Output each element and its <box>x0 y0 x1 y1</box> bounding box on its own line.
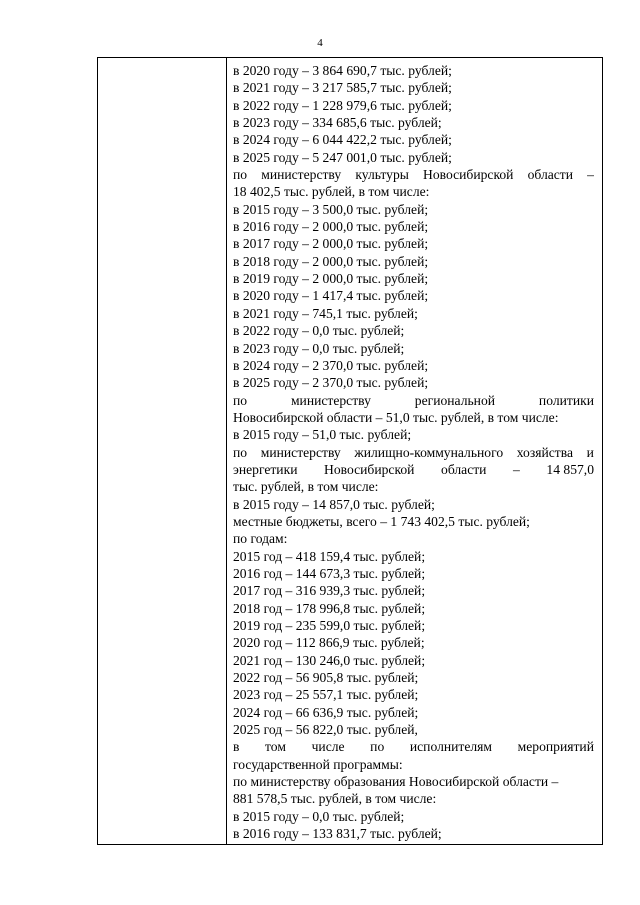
local-years-list <box>233 548 594 739</box>
funding-line: в 2021 году – 3 217 585,7 тыс. рублей; <box>233 80 452 96</box>
by-years-label: по годам: <box>233 531 288 547</box>
culture-ministry-total: 18 402,5 тыс. рублей, в том числе: <box>233 184 430 200</box>
culture-year-line: в 2024 году – 2 370,0 тыс. рублей; <box>233 357 429 373</box>
culture-years-list <box>233 201 594 392</box>
education-year-line: в 2015 году – 0,0 тыс. рублей; <box>233 808 405 824</box>
housing-ministry-heading-cont: энергетики Новосибирской области – 14 857,0 <box>233 461 594 477</box>
local-year-line: 2022 год – 56 905,8 тыс. рублей; <box>233 670 419 686</box>
culture-year-line: в 2021 году – 745,1 тыс. рублей; <box>233 305 418 321</box>
local-year-line: 2025 год – 56 822,0 тыс. рублей, <box>233 722 418 738</box>
local-year-line: 2019 год – 235 599,0 тыс. рублей; <box>233 618 426 633</box>
local-year-line: 2023 год – 25 557,1 тыс. рублей; <box>233 687 419 703</box>
funding-years-list <box>233 62 594 166</box>
executors-heading: в том числе по исполнителям мероприятий <box>233 739 594 755</box>
local-year-line: 2015 год – 418 159,4 тыс. рублей; <box>233 548 426 564</box>
culture-year-line: в 2018 году – 2 000,0 тыс. рублей; <box>233 253 429 269</box>
executors-heading-cont: государственной программы: <box>233 756 403 772</box>
local-year-line: 2016 год – 144 673,3 тыс. рублей; <box>233 565 426 581</box>
culture-year-line: в 2022 году – 0,0 тыс. рублей; <box>233 323 405 339</box>
education-ministry-heading: по министерству образования Новосибирской области – <box>233 774 559 790</box>
education-years-list <box>233 808 594 843</box>
local-budgets-total: местные бюджеты, всего – 1 743 402,5 тыс. рублей; <box>233 513 530 529</box>
regional-year-line: в 2015 году – 51,0 тыс. рублей; <box>233 427 412 443</box>
culture-year-line: в 2019 году – 2 000,0 тыс. рублей; <box>233 271 429 287</box>
regional-ministry-heading: по министерству региональной политики <box>233 392 594 408</box>
culture-year-line: в 2025 году – 2 370,0 тыс. рублей; <box>233 375 429 391</box>
culture-year-line: в 2016 году – 2 000,0 тыс. рублей; <box>233 219 429 235</box>
budget-table <box>97 57 603 845</box>
local-year-line: 2024 год – 66 636,9 тыс. рублей; <box>233 704 419 720</box>
housing-ministry-heading: по министерству жилищно-коммунального хозяйства и <box>233 444 594 460</box>
culture-ministry-heading: по министерству культуры Новосибирской области – <box>233 167 594 183</box>
housing-ministry-total: тыс. рублей, в том числе: <box>233 479 379 495</box>
education-ministry-total: 881 578,5 тыс. рублей, в том числе: <box>233 791 437 807</box>
funding-line: в 2025 году – 5 247 001,0 тыс. рублей; <box>233 149 452 165</box>
funding-line: в 2020 году – 3 864 690,7 тыс. рублей; <box>233 63 452 78</box>
table-right-cell <box>227 58 602 844</box>
culture-year-line: в 2017 году – 2 000,0 тыс. рублей; <box>233 236 429 252</box>
local-year-line: 2020 год – 112 866,9 тыс. рублей; <box>233 635 425 651</box>
education-year-line: в 2016 году – 133 831,7 тыс. рублей; <box>233 826 442 842</box>
funding-line: в 2022 году – 1 228 979,6 тыс. рублей; <box>233 97 452 113</box>
local-year-line: 2021 год – 130 246,0 тыс. рублей; <box>233 652 426 668</box>
local-year-line: 2017 год – 316 939,3 тыс. рублей; <box>233 583 426 599</box>
culture-year-line: в 2020 году – 1 417,4 тыс. рублей; <box>233 288 429 304</box>
culture-year-line: в 2015 году – 3 500,0 тыс. рублей; <box>233 201 429 217</box>
housing-year-line: в 2015 году – 14 857,0 тыс. рублей; <box>233 496 435 512</box>
page-number: 4 <box>317 37 323 49</box>
culture-year-line: в 2023 году – 0,0 тыс. рублей; <box>233 340 405 356</box>
funding-line: в 2024 году – 6 044 422,2 тыс. рублей; <box>233 132 452 148</box>
funding-line: в 2023 году – 334 685,6 тыс. рублей; <box>233 115 442 131</box>
regional-ministry-total: Новосибирской области – 51,0 тыс. рублей, в том числе: <box>233 409 559 425</box>
table-left-cell <box>98 58 227 844</box>
local-year-line: 2018 год – 178 996,8 тыс. рублей; <box>233 600 426 616</box>
